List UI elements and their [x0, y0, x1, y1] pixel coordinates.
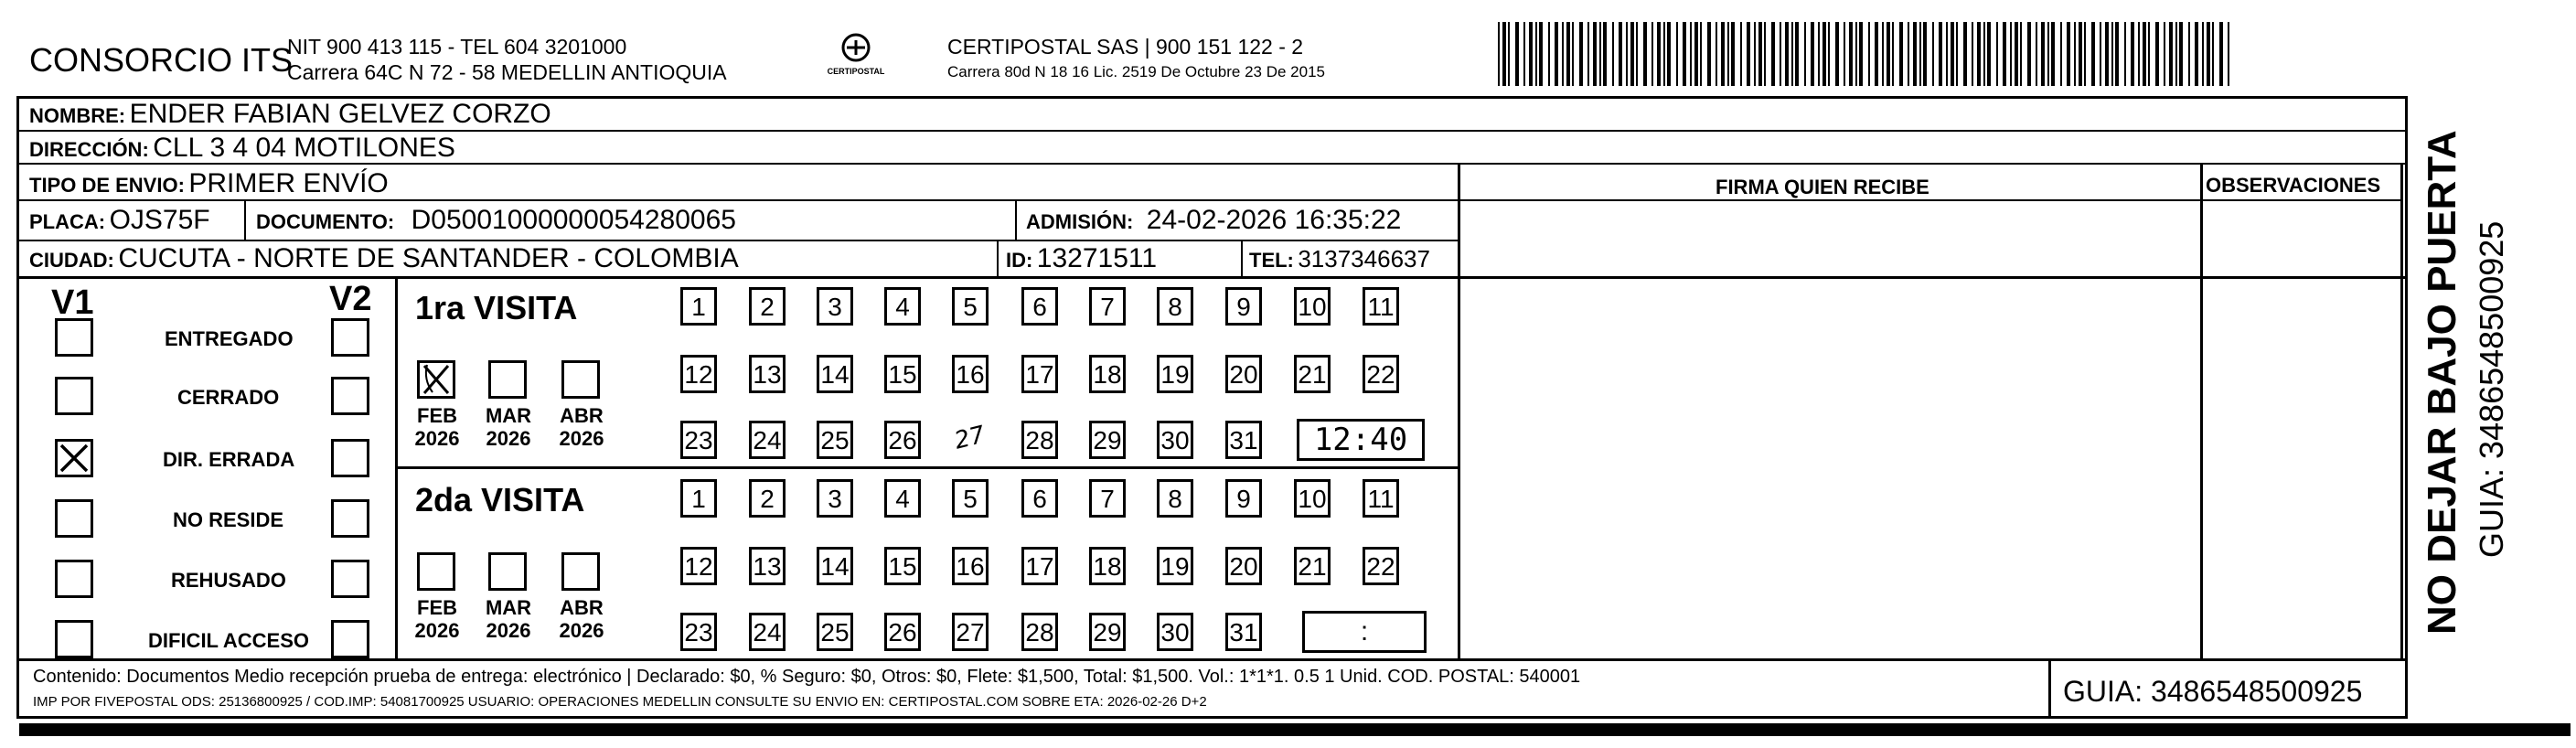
- visit1-day-box[interactable]: 27: [951, 421, 989, 455]
- visit1-day-box[interactable]: 2: [749, 287, 786, 326]
- barcode-bar: [1913, 22, 1917, 86]
- barcode-bar: [1515, 22, 1519, 86]
- visit2-day-box[interactable]: 14: [817, 547, 853, 585]
- placa-label: PLACA:: [29, 210, 106, 233]
- visit1-day-box[interactable]: 25: [817, 421, 853, 459]
- barcode-bar: [2164, 22, 2165, 86]
- barcode-bar: [2111, 22, 2113, 86]
- visit2-day-box[interactable]: 22: [1363, 547, 1399, 585]
- barcode-bar: [1956, 22, 1958, 86]
- visit2-time-box[interactable]: :: [1302, 611, 1427, 653]
- visit1-day-box[interactable]: 31: [1225, 421, 1262, 459]
- barcode-bar: [1818, 22, 1820, 86]
- id-value: 13271511: [1036, 243, 1158, 273]
- footer-contenido: Contenido: Documentos Medio recepción prueba de entrega: electrónico | Declarado: $0, % Seguro: $0, Otros: $0, Flete: $1,500, Total: $1,500. Vol.: 1*1*1. 0.5 1 Unid. COD. POSTAL: 540001: [33, 667, 1581, 687]
- barcode-bar: [1721, 22, 1725, 86]
- visit1-day-box[interactable]: 5: [952, 287, 989, 326]
- barcode-bar: [1963, 22, 1967, 86]
- barcode-bar: [2115, 22, 2119, 86]
- barcode-bar: [1694, 22, 1698, 86]
- barcode-bar: [1987, 22, 1991, 86]
- barcode-bar: [2100, 22, 2101, 86]
- status-label: REHUSADO: [171, 569, 286, 592]
- barcode-bar: [2047, 22, 2049, 86]
- barcode-bar: [1498, 22, 1500, 86]
- tipo-row: [29, 170, 389, 198]
- visit2-day-box[interactable]: 20: [1225, 547, 1262, 585]
- barcode-bar: [2202, 22, 2204, 86]
- barcode-bar: [1758, 22, 1762, 86]
- ciudad-row: [29, 245, 739, 272]
- barcode-bar: [1636, 22, 1638, 86]
- documento-row: [256, 207, 736, 234]
- v2-checkbox[interactable]: [331, 499, 369, 538]
- barcode-bar: [1868, 22, 1870, 86]
- barcode-bar: [1539, 22, 1543, 86]
- company-address: Carrera 64C N 72 - 58 MEDELLIN ANTIOQUIA: [287, 60, 727, 84]
- document-value: D05001000000054280065: [411, 205, 736, 235]
- visit1-day-box[interactable]: 20: [1225, 355, 1262, 393]
- barcode-bar: [2124, 22, 2126, 86]
- barcode-bar: [1562, 22, 1564, 86]
- barcode-bar: [2169, 22, 2173, 86]
- v1-label: V1: [51, 283, 94, 322]
- visit2-day-box[interactable]: 6: [1021, 479, 1058, 518]
- visit1-title: 1ra VISITA: [415, 289, 578, 326]
- barcode: [1498, 22, 2233, 86]
- barcode-bar: [1579, 22, 1583, 86]
- barcode-bar: [2079, 22, 2082, 86]
- barcode-bar: [1587, 22, 1589, 86]
- visit1-day-box[interactable]: 17: [1021, 355, 1058, 393]
- barcode-bar: [1643, 22, 1647, 86]
- visit2-month-checkbox-mar[interactable]: [488, 552, 527, 591]
- v2-checkbox[interactable]: [331, 377, 369, 415]
- barcode-bar: [2015, 22, 2018, 86]
- barcode-bar: [2188, 22, 2190, 86]
- barcode-bar: [1683, 22, 1686, 86]
- barcode-bar: [2051, 22, 2055, 86]
- signature-area[interactable]: [1460, 202, 2199, 657]
- footer-imp: IMP POR FIVEPOSTAL ODS: 25136800925 / COD.IMP: 54081700925 USUARIO: OPERACIONES MEDELLIN CONSULTE SU ENVIO EN: CERTIPOSTAL.COM SOBRE ETA: 2026-02-26 D+2: [33, 694, 1207, 710]
- visit2-day-box[interactable]: 27: [952, 613, 989, 651]
- barcode-bar: [2175, 22, 2177, 86]
- visit2-day-box[interactable]: 31: [1225, 613, 1262, 651]
- barcode-bar: [2143, 22, 2146, 86]
- barcode-bar: [1612, 22, 1614, 86]
- barcode-bar: [2074, 22, 2076, 86]
- barcode-bar: [1972, 22, 1973, 86]
- tel-value: 3137346637: [1298, 245, 1430, 272]
- v2-checkbox[interactable]: [331, 318, 369, 357]
- barcode-bar: [1780, 22, 1781, 86]
- id-label: ID:: [1006, 249, 1033, 272]
- barcode-bar: [1849, 22, 1853, 86]
- visit2-day-box[interactable]: 15: [884, 547, 921, 585]
- barcode-bar: [1690, 22, 1692, 86]
- visit1-day-box[interactable]: 14: [817, 355, 853, 393]
- barcode-bar: [1932, 22, 1934, 86]
- barcode-bar: [1651, 22, 1653, 86]
- visit1-day-box[interactable]: 26: [884, 421, 921, 459]
- barcode-bar: [1844, 22, 1845, 86]
- address-value: CLL 3 4 04 MOTILONES: [153, 133, 455, 163]
- logo-text: CERTIPOSTAL: [827, 67, 885, 76]
- tel-row: [1249, 247, 1430, 271]
- visit2-day-box[interactable]: 16: [952, 547, 989, 585]
- barcode-bar: [1599, 22, 1601, 86]
- visit1-month-label: FEB 2026: [414, 404, 460, 451]
- barcode-bar: [1676, 22, 1678, 86]
- visit2-day-box[interactable]: 30: [1157, 613, 1193, 651]
- visit2-day-box[interactable]: 1: [680, 479, 717, 518]
- barcode-bar: [1875, 22, 1878, 86]
- ciudad-label: CIUDAD:: [29, 249, 114, 272]
- visit2-month-label: ABR 2026: [559, 596, 604, 643]
- visit1-day-box[interactable]: 3: [817, 287, 853, 326]
- barcode-bar: [2010, 22, 2012, 86]
- barcode-bar: [1996, 22, 1998, 86]
- visit1-month-checkbox-abr[interactable]: [561, 360, 600, 399]
- id-row: [1006, 245, 1157, 272]
- visit1-day-box[interactable]: 8: [1157, 287, 1193, 326]
- barcode-bar: [1785, 22, 1789, 86]
- barcode-bar: [1951, 22, 1954, 86]
- v1-checkbox[interactable]: [55, 499, 93, 538]
- barcode-bar: [1555, 22, 1558, 86]
- visit2-day-box[interactable]: 29: [1089, 613, 1126, 651]
- barcode-bar: [1882, 22, 1884, 86]
- barcode-bar: [2131, 22, 2134, 86]
- visit2-day-box[interactable]: 8: [1157, 479, 1193, 518]
- barcode-bar: [2020, 22, 2022, 86]
- barcode-bar: [1593, 22, 1597, 86]
- visit2-day-box[interactable]: 3: [817, 479, 853, 518]
- barcode-bar: [2091, 22, 2095, 86]
- visit2-day-box[interactable]: 21: [1294, 547, 1331, 585]
- visit2-day-box[interactable]: 24: [749, 613, 786, 651]
- v1-checkbox[interactable]: [55, 377, 93, 415]
- barcode-bar: [2060, 22, 2062, 86]
- barcode-bar: [1747, 22, 1750, 86]
- v2-label: V2: [329, 280, 372, 318]
- barcode-bar: [2105, 22, 2109, 86]
- side-warning: NO DEJAR BAJO PUERTA: [2420, 130, 2464, 635]
- barcode-bar: [2003, 22, 2006, 86]
- visit2-day-box[interactable]: 12: [680, 547, 717, 585]
- visit1-day-box[interactable]: 29: [1089, 421, 1126, 459]
- visit1-month-checkbox-feb[interactable]: [417, 360, 455, 399]
- barcode-bar: [2084, 22, 2086, 86]
- barcode-bar: [1791, 22, 1793, 86]
- barcode-bar: [1835, 22, 1839, 86]
- visit2-day-box[interactable]: 18: [1089, 547, 1126, 585]
- visit2-month-label: MAR 2026: [485, 596, 532, 643]
- barcode-bar: [1923, 22, 1927, 86]
- barcode-bar: [1919, 22, 1921, 86]
- visit2-day-box[interactable]: 26: [884, 613, 921, 651]
- barcode-bar: [1892, 22, 1894, 86]
- barcode-bar: [1899, 22, 1903, 86]
- visit1-day-box[interactable]: 12: [680, 355, 717, 393]
- barcode-bar: [1535, 22, 1537, 86]
- visit1-day-box[interactable]: 19: [1157, 355, 1193, 393]
- visit1-day-box[interactable]: 10: [1294, 287, 1331, 326]
- barcode-bar: [1657, 22, 1661, 86]
- barcode-bar: [1529, 22, 1533, 86]
- visit1-day-box[interactable]: 24: [749, 421, 786, 459]
- barcode-bar: [2179, 22, 2183, 86]
- visit2-day-box[interactable]: 9: [1225, 479, 1262, 518]
- barcode-bar: [2228, 22, 2229, 86]
- v1-checkbox[interactable]: [55, 620, 93, 658]
- nombre-label: NOMBRE:: [29, 104, 126, 127]
- v1-checkbox[interactable]: [55, 318, 93, 357]
- barcode-bar: [1740, 22, 1742, 86]
- barcode-bar: [1572, 22, 1574, 86]
- side-guia: GUIA: 3486548500925: [2473, 220, 2510, 558]
- visit1-day-box[interactable]: 9: [1225, 287, 1262, 326]
- documento-label: DOCUMENTO:: [256, 210, 395, 233]
- company-name: CONSORCIO ITS: [29, 41, 294, 79]
- visit2-month-label: FEB 2026: [414, 596, 460, 643]
- barcode-bar: [2207, 22, 2210, 86]
- v2-checkbox[interactable]: [331, 560, 369, 598]
- barcode-bar: [2148, 22, 2150, 86]
- visit2-day-box[interactable]: 4: [884, 479, 921, 518]
- visit2-day-box[interactable]: 19: [1157, 547, 1193, 585]
- v2-checkbox[interactable]: [331, 439, 369, 477]
- barcode-bar: [2041, 22, 2045, 86]
- visit2-day-box[interactable]: 11: [1363, 479, 1399, 518]
- visit2-day-box[interactable]: 17: [1021, 547, 1058, 585]
- visit1-day-box[interactable]: 6: [1021, 287, 1058, 326]
- status-label: ENTREGADO: [165, 327, 294, 350]
- recipient-name: ENDER FABIAN GELVEZ CORZO: [129, 99, 551, 129]
- visit1-month-label: ABR 2026: [559, 404, 604, 451]
- visit1-day-box[interactable]: 21: [1294, 355, 1331, 393]
- barcode-bar: [1700, 22, 1702, 86]
- barcode-bar: [2067, 22, 2070, 86]
- visit2-month-checkbox-feb[interactable]: [417, 552, 455, 591]
- city-value: CUCUTA - NORTE DE SANTANDER - COLOMBIA: [118, 243, 739, 273]
- barcode-bar: [2195, 22, 2198, 86]
- barcode-bar: [1667, 22, 1671, 86]
- barcode-bar: [2027, 22, 2031, 86]
- barcode-bar: [2212, 22, 2214, 86]
- barcode-bar: [1908, 22, 1909, 86]
- visit2-day-box[interactable]: 13: [749, 547, 786, 585]
- barcode-bar: [1822, 22, 1826, 86]
- barcode-bar: [2155, 22, 2159, 86]
- visit1-day-box[interactable]: 15: [884, 355, 921, 393]
- barcode-bar: [1811, 22, 1814, 86]
- visit1-day-box[interactable]: 7: [1089, 287, 1126, 326]
- barcode-bar: [1764, 22, 1766, 86]
- shipping-type: PRIMER ENVÍO: [188, 168, 389, 198]
- visit1-time-box[interactable]: 12:40: [1297, 419, 1425, 461]
- barcode-bar: [1502, 22, 1506, 86]
- firma-label: FIRMA QUIEN RECIBE: [1716, 176, 1929, 198]
- barcode-bar: [1828, 22, 1830, 86]
- barcode-bar: [1523, 22, 1525, 86]
- visit1-day-box[interactable]: 16: [952, 355, 989, 393]
- barcode-bar: [1771, 22, 1775, 86]
- visit2-day-box[interactable]: 10: [1294, 479, 1331, 518]
- barcode-bar: [1859, 22, 1863, 86]
- footer-guia: GUIA: 3486548500925: [2063, 675, 2363, 708]
- status-label: NO RESIDE: [173, 508, 284, 531]
- barcode-bar: [1727, 22, 1729, 86]
- barcode-bar: [1804, 22, 1806, 86]
- observaciones-area[interactable]: [2203, 202, 2400, 657]
- barcode-bar: [1603, 22, 1607, 86]
- barcode-bar: [1731, 22, 1735, 86]
- barcode-bar: [2036, 22, 2037, 86]
- direccion-row: [29, 134, 455, 162]
- visit1-day-box[interactable]: 1: [680, 287, 717, 326]
- visit2-month-checkbox-abr[interactable]: [561, 552, 600, 591]
- barcode-bar: [1939, 22, 1942, 86]
- visit2-title: 2da VISITA: [415, 481, 585, 518]
- plate-value: OJS75F: [109, 205, 210, 235]
- visit1-day-box[interactable]: 11: [1363, 287, 1399, 326]
- tel-label: TEL:: [1249, 249, 1294, 272]
- admission-date: 24-02-2026 16:35:22: [1146, 205, 1402, 235]
- certipostal-logo: [827, 31, 885, 82]
- v1-checkbox[interactable]: [55, 439, 93, 477]
- barcode-bar: [1707, 22, 1711, 86]
- visit1-day-box[interactable]: 13: [749, 355, 786, 393]
- barcode-bar: [1566, 22, 1570, 86]
- visit1-day-box[interactable]: 23: [680, 421, 717, 459]
- observaciones-label: OBSERVACIONES: [2206, 174, 2381, 197]
- placa-row: [29, 207, 210, 234]
- visit1-day-box[interactable]: 30: [1157, 421, 1193, 459]
- status-label: CERRADO: [177, 386, 280, 409]
- direccion-label: DIRECCIÓN:: [29, 138, 149, 161]
- visit2-day-box[interactable]: 23: [680, 613, 717, 651]
- carrier-name: CERTIPOSTAL SAS | 900 151 122 - 2: [947, 35, 1304, 59]
- status-label: DIR. ERRADA: [163, 448, 295, 471]
- visit1-day-box[interactable]: 4: [884, 287, 921, 326]
- visit2-day-box[interactable]: 25: [817, 613, 853, 651]
- admision-row: [1026, 207, 1401, 234]
- barcode-bar: [1508, 22, 1510, 86]
- barcode-bar: [1983, 22, 1985, 86]
- v1-checkbox[interactable]: [55, 560, 93, 598]
- nombre-row: [29, 101, 551, 128]
- visit2-day-box[interactable]: 28: [1021, 613, 1058, 651]
- visit1-day-box[interactable]: 18: [1089, 355, 1126, 393]
- admision-label: ADMISIÓN:: [1026, 210, 1134, 233]
- v2-checkbox[interactable]: [331, 620, 369, 658]
- company-nit: NIT 900 413 115 - TEL 604 3201000: [287, 35, 627, 59]
- barcode-bar: [1548, 22, 1550, 86]
- carrier-license: Carrera 80d N 18 16 Lic. 2519 De Octubre 23 De 2015: [947, 63, 1325, 80]
- barcode-bar: [1795, 22, 1799, 86]
- tipo-label: TIPO DE ENVIO:: [29, 174, 185, 197]
- barcode-bar: [1946, 22, 1948, 86]
- visit2-day-box[interactable]: 2: [749, 479, 786, 518]
- visit1-day-box[interactable]: 28: [1021, 421, 1058, 459]
- visit2-day-box[interactable]: 5: [952, 479, 989, 518]
- barcode-bar: [2138, 22, 2140, 86]
- barcode-bar: [2219, 22, 2223, 86]
- barcode-bar: [1626, 22, 1628, 86]
- visit1-month-label: MAR 2026: [485, 404, 532, 451]
- visit2-day-box[interactable]: 7: [1089, 479, 1126, 518]
- status-label: DIFICIL ACCESO: [148, 629, 310, 652]
- barcode-bar: [1887, 22, 1890, 86]
- barcode-bar: [1716, 22, 1717, 86]
- barcode-bar: [1663, 22, 1665, 86]
- visit1-month-checkbox-mar[interactable]: [488, 360, 527, 399]
- barcode-bar: [1754, 22, 1756, 86]
- barcode-bar: [1619, 22, 1622, 86]
- barcode-bar: [1977, 22, 1981, 86]
- visit1-day-box[interactable]: 22: [1363, 355, 1399, 393]
- barcode-bar: [1855, 22, 1857, 86]
- barcode-bar: [1630, 22, 1634, 86]
